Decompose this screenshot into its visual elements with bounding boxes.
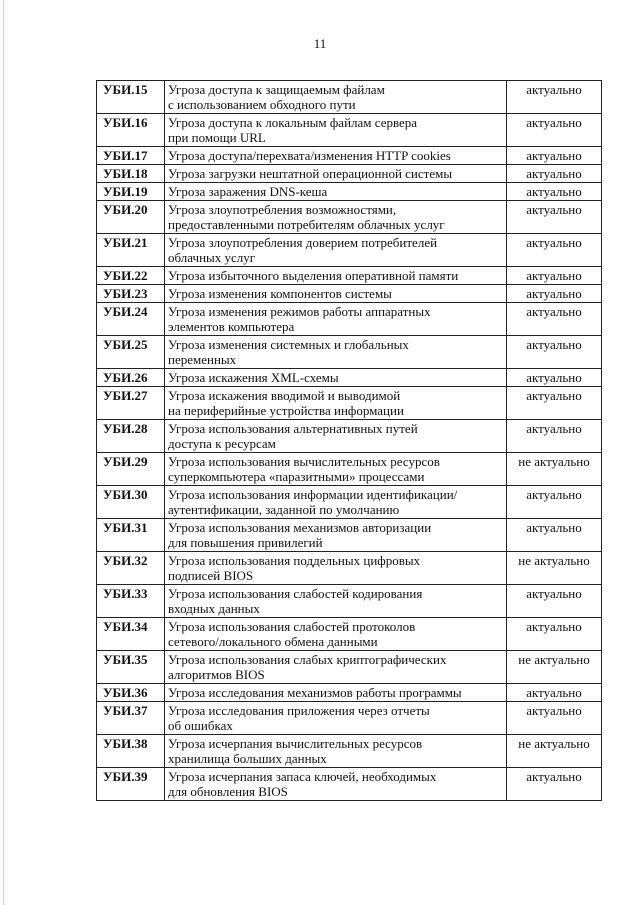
- threat-description-line: аутентификации, заданной по умолчанию: [168, 502, 400, 517]
- threat-description-line: Угроза использования альтернативных путей: [168, 421, 418, 436]
- threat-description-cell: [165, 201, 507, 234]
- table-row: [97, 387, 602, 420]
- table-row: [97, 81, 602, 114]
- threat-description-cell: [165, 165, 507, 183]
- threat-description-line: входных данных: [168, 601, 260, 616]
- threat-description-line: Угроза загрузки нештатной операционной системы: [168, 166, 453, 181]
- threat-description-line: с использованием обходного пути: [168, 97, 356, 112]
- relevance-status-cell: актуально: [507, 684, 602, 702]
- threat-description-line: Угроза изменения системных и глобальных: [168, 337, 409, 352]
- threat-description-line: Угроза исследования приложения через отчеты: [168, 703, 430, 718]
- threat-id-cell: УБИ.24: [97, 303, 165, 336]
- threat-description-cell: [165, 618, 507, 651]
- table-row: [97, 267, 602, 285]
- threat-description-line: алгоритмов BIOS: [168, 667, 265, 682]
- threat-description-cell: [165, 552, 507, 585]
- threat-description-cell: [165, 585, 507, 618]
- threat-id-cell: УБИ.35: [97, 651, 165, 684]
- threat-description-line: Угроза избыточного выделения оперативной памяти: [168, 268, 459, 283]
- threat-id-cell: УБИ.19: [97, 183, 165, 201]
- threat-id-cell: УБИ.38: [97, 735, 165, 768]
- table-row: [97, 114, 602, 147]
- threat-id-cell: УБИ.15: [97, 81, 165, 114]
- table-row: [97, 552, 602, 585]
- threats-table: [96, 80, 602, 801]
- threat-description-line: хранилища больших данных: [168, 751, 327, 766]
- threat-description-line: Угроза использования слабых криптографических: [168, 652, 447, 667]
- table-row: [97, 486, 602, 519]
- threat-description-line: Угроза использования информации идентификации/: [168, 487, 458, 502]
- table-row: [97, 684, 602, 702]
- threats-table-body: [97, 81, 602, 801]
- relevance-status-cell: актуально: [507, 519, 602, 552]
- threat-description-cell: [165, 114, 507, 147]
- threat-description-line: предоставленными потребителям облачных услуг: [168, 217, 445, 232]
- threat-description-line: Угроза доступа к защищаемым файлам: [168, 82, 385, 97]
- threat-id-cell: УБИ.37: [97, 702, 165, 735]
- table-row: [97, 183, 602, 201]
- table-row: [97, 420, 602, 453]
- threat-id-cell: УБИ.28: [97, 420, 165, 453]
- threat-id-cell: УБИ.25: [97, 336, 165, 369]
- threat-description-cell: [165, 285, 507, 303]
- threat-id-cell: УБИ.30: [97, 486, 165, 519]
- threat-description-line: сетевого/локального обмена данными: [168, 634, 378, 649]
- threat-description-line: суперкомпьютера «паразитными» процессами: [168, 469, 425, 484]
- relevance-status-cell: актуально: [507, 336, 602, 369]
- threat-description-line: доступа к ресурсам: [168, 436, 276, 451]
- threat-id-cell: УБИ.31: [97, 519, 165, 552]
- relevance-status-cell: не актуально: [507, 453, 602, 486]
- threat-id-cell: УБИ.32: [97, 552, 165, 585]
- threat-description-line: Угроза заражения DNS-кеша: [168, 184, 328, 199]
- table-row: [97, 735, 602, 768]
- threat-description-line: Угроза использования поддельных цифровых: [168, 553, 421, 568]
- table-row: [97, 702, 602, 735]
- threat-description-cell: [165, 453, 507, 486]
- threat-description-line: при помощи URL: [168, 130, 266, 145]
- threat-id-cell: УБИ.29: [97, 453, 165, 486]
- relevance-status-cell: не актуально: [507, 552, 602, 585]
- threat-description-cell: [165, 768, 507, 801]
- relevance-status-cell: актуально: [507, 768, 602, 801]
- threat-description-line: Угроза использования слабостей кодирования: [168, 586, 423, 601]
- threat-description-line: Угроза использования вычислительных ресурсов: [168, 454, 440, 469]
- threat-description-cell: [165, 702, 507, 735]
- threat-description-cell: [165, 519, 507, 552]
- table-row: [97, 651, 602, 684]
- table-row: [97, 369, 602, 387]
- relevance-status-cell: актуально: [507, 618, 602, 651]
- threat-description-cell: [165, 735, 507, 768]
- relevance-status-cell: не актуально: [507, 651, 602, 684]
- threat-id-cell: УБИ.20: [97, 201, 165, 234]
- table-row: [97, 585, 602, 618]
- threat-description-line: об ошибках: [168, 718, 233, 733]
- table-row: [97, 234, 602, 267]
- relevance-status-cell: актуально: [507, 387, 602, 420]
- relevance-status-cell: актуально: [507, 420, 602, 453]
- threat-description-line: элементов компьютера: [168, 319, 295, 334]
- threat-description-cell: [165, 183, 507, 201]
- relevance-status-cell: не актуально: [507, 735, 602, 768]
- threat-description-line: переменных: [168, 352, 237, 367]
- threat-description-line: Угроза изменения компонентов системы: [168, 286, 392, 301]
- relevance-status-cell: актуально: [507, 267, 602, 285]
- threat-id-cell: УБИ.21: [97, 234, 165, 267]
- threat-description-line: Угроза искажения вводимой и выводимой: [168, 388, 401, 403]
- table-row: [97, 768, 602, 801]
- threat-description-line: Угроза использования механизмов авторизации: [168, 520, 432, 535]
- relevance-status-cell: актуально: [507, 285, 602, 303]
- relevance-status-cell: актуально: [507, 147, 602, 165]
- threat-id-cell: УБИ.27: [97, 387, 165, 420]
- relevance-status-cell: актуально: [507, 234, 602, 267]
- relevance-status-cell: актуально: [507, 369, 602, 387]
- threat-description-cell: [165, 486, 507, 519]
- relevance-status-cell: актуально: [507, 183, 602, 201]
- threat-description-cell: [165, 651, 507, 684]
- threat-description-cell: [165, 369, 507, 387]
- threat-description-cell: [165, 420, 507, 453]
- threat-description-line: Угроза доступа/перехвата/изменения HTTP cookies: [168, 148, 451, 163]
- threat-description-cell: [165, 303, 507, 336]
- threat-id-cell: УБИ.18: [97, 165, 165, 183]
- table-row: [97, 618, 602, 651]
- threat-id-cell: УБИ.26: [97, 369, 165, 387]
- threat-id-cell: УБИ.39: [97, 768, 165, 801]
- relevance-status-cell: актуально: [507, 702, 602, 735]
- threat-id-cell: УБИ.34: [97, 618, 165, 651]
- threat-description-line: Угроза злоупотребления доверием потребителей: [168, 235, 438, 250]
- threat-description-line: Угроза исчерпания вычислительных ресурсов: [168, 736, 423, 751]
- threat-description-line: Угроза злоупотребления возможностями,: [168, 202, 397, 217]
- table-row: [97, 519, 602, 552]
- threat-description-cell: [165, 81, 507, 114]
- threat-description-line: Угроза исследования механизмов работы программы: [168, 685, 462, 700]
- threat-id-cell: УБИ.23: [97, 285, 165, 303]
- threat-description-line: Угроза доступа к локальным файлам сервера: [168, 115, 418, 130]
- threat-id-cell: УБИ.16: [97, 114, 165, 147]
- threat-description-cell: [165, 234, 507, 267]
- relevance-status-cell: актуально: [507, 303, 602, 336]
- threat-description-line: облачных услуг: [168, 250, 256, 265]
- threat-id-cell: УБИ.36: [97, 684, 165, 702]
- threat-id-cell: УБИ.33: [97, 585, 165, 618]
- threat-description-cell: [165, 267, 507, 285]
- relevance-status-cell: актуально: [507, 486, 602, 519]
- relevance-status-cell: актуально: [507, 585, 602, 618]
- table-row: [97, 165, 602, 183]
- table-row: [97, 453, 602, 486]
- threat-description-cell: [165, 387, 507, 420]
- table-row: [97, 336, 602, 369]
- threat-description-cell: [165, 336, 507, 369]
- table-row: [97, 147, 602, 165]
- threat-id-cell: УБИ.22: [97, 267, 165, 285]
- relevance-status-cell: актуально: [507, 201, 602, 234]
- threat-description-line: подписей BIOS: [168, 568, 254, 583]
- threat-description-line: на периферийные устройства информации: [168, 403, 404, 418]
- relevance-status-cell: актуально: [507, 165, 602, 183]
- threat-description-line: для обновления BIOS: [168, 784, 288, 799]
- relevance-status-cell: актуально: [507, 81, 602, 114]
- table-row: [97, 285, 602, 303]
- scan-edge-line: [3, 0, 5, 905]
- relevance-status-cell: актуально: [507, 114, 602, 147]
- threat-description-cell: [165, 684, 507, 702]
- table-row: [97, 303, 602, 336]
- threat-description-line: Угроза изменения режимов работы аппаратных: [168, 304, 431, 319]
- threat-id-cell: УБИ.17: [97, 147, 165, 165]
- threat-description-line: для повышения привилегий: [168, 535, 323, 550]
- page-number: 11: [313, 36, 327, 51]
- threat-description-cell: [165, 147, 507, 165]
- threat-description-line: Угроза искажения XML-схемы: [168, 370, 339, 385]
- threat-description-line: Угроза использования слабостей протоколов: [168, 619, 416, 634]
- threat-description-line: Угроза исчерпания запаса ключей, необходимых: [168, 769, 437, 784]
- table-row: [97, 201, 602, 234]
